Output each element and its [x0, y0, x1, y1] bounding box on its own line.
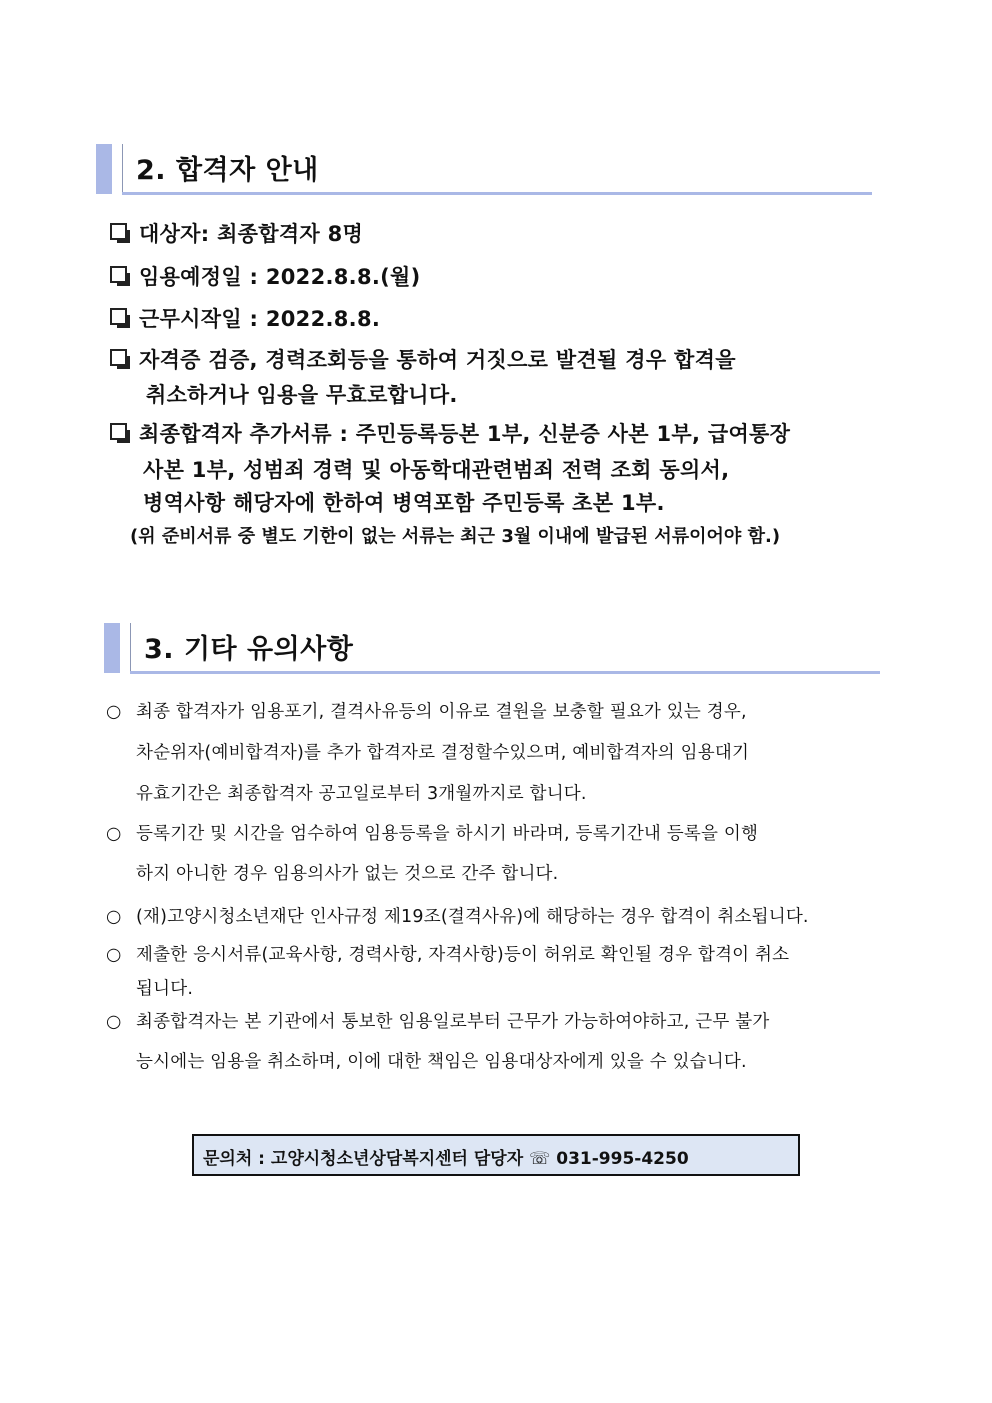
circle-bullet-icon: ○ — [106, 702, 122, 722]
list-item-continuation: 병역사항 해당자에 한하여 병역포함 주민등록 초본 1부. — [143, 491, 665, 515]
checkbox-square-icon — [110, 349, 127, 366]
list-item — [106, 820, 758, 845]
list-item-continuation: 능시에는 임용을 취소하며, 이에 대한 책임은 임용대상자에게 있을 수 있습니다. — [136, 1052, 747, 1072]
checkbox-square-icon — [110, 266, 127, 283]
list-item-text: 최종합격자 추가서류 : 주민등록등본 1부, 신분증 사본 1부, 급여통장 — [139, 422, 791, 446]
list-item — [110, 303, 380, 333]
heading-underline — [130, 671, 880, 674]
heading-divider — [130, 623, 131, 673]
circle-bullet-icon: ○ — [106, 1012, 122, 1032]
list-item-continuation: 유효기간은 최종합격자 공고일로부터 3개월까지로 합니다. — [136, 784, 587, 804]
circle-bullet-icon: ○ — [106, 907, 122, 927]
list-item-continuation: 됩니다. — [136, 979, 194, 999]
list-item-text: 최종 합격자가 임용포기, 결격사유등의 이유로 결원을 보충할 필요가 있는 경우, — [136, 702, 747, 722]
list-item-text: 근무시작일 : 2022.8.8. — [139, 307, 381, 331]
list-item — [106, 1008, 769, 1033]
list-item — [106, 903, 809, 928]
document-note: (위 준비서류 중 별도 기한이 없는 서류는 최근 3월 이내에 발급된 서류이어야 함.) — [130, 526, 781, 547]
heading-underline — [122, 192, 872, 195]
list-item-text: 자격증 검증, 경력조회등을 통하여 거짓으로 발견될 경우 합격을 — [139, 348, 736, 372]
section-3-title: 3. 기타 유의사항 — [144, 634, 354, 665]
checkbox-square-icon — [110, 308, 127, 325]
heading-accent-bar — [96, 144, 112, 194]
contact-box — [192, 1134, 800, 1176]
list-item-continuation: 취소하거나 임용을 무효로합니다. — [146, 383, 458, 407]
list-item-text: 제출한 응시서류(교육사항, 경력사항, 자격사항)등이 허위로 확인될 경우 합격이 취소 — [136, 945, 790, 965]
list-item — [110, 261, 421, 291]
section-2-title: 2. 합격자 안내 — [136, 155, 319, 186]
list-item-text: 대상자: 최종합격자 8명 — [139, 222, 364, 246]
circle-bullet-icon: ○ — [106, 824, 122, 844]
list-item-text: 등록기간 및 시간을 엄수하여 임용등록을 하시기 바라며, 등록기간내 등록을 이행 — [136, 824, 759, 844]
list-item-text: 임용예정일 : 2022.8.8.(월) — [139, 265, 421, 289]
list-item — [110, 418, 790, 448]
heading-accent-bar — [104, 623, 120, 673]
list-item-continuation: 하지 아니한 경우 임용의사가 없는 것으로 간주 합니다. — [136, 864, 559, 884]
list-item — [110, 218, 363, 248]
list-item-text: (재)고양시청소년재단 인사규정 제19조(결격사유)에 해당하는 경우 합격이 취소됩니다. — [136, 907, 809, 927]
list-item — [110, 344, 736, 374]
list-item-continuation: 차순위자(예비합격자)를 추가 합격자로 결정할수있으며, 예비합격자의 임용대기 — [136, 743, 750, 763]
section-2-heading — [96, 144, 876, 198]
heading-divider — [122, 144, 123, 194]
circle-bullet-icon: ○ — [106, 945, 122, 965]
list-item — [106, 698, 747, 723]
list-item-continuation: 사본 1부, 성범죄 경력 및 아동학대관련범죄 전력 조회 동의서, — [143, 458, 730, 482]
section-3-heading — [104, 623, 884, 677]
list-item-text: 최종합격자는 본 기관에서 통보한 임용일로부터 근무가 가능하여야하고, 근무 불가 — [136, 1012, 770, 1032]
list-item — [106, 941, 789, 966]
checkbox-square-icon — [110, 223, 127, 240]
checkbox-square-icon — [110, 423, 127, 440]
contact-text: 문의처 : 고양시청소년상담복지센터 담당자 ☏ 031-995-4250 — [203, 1149, 689, 1169]
